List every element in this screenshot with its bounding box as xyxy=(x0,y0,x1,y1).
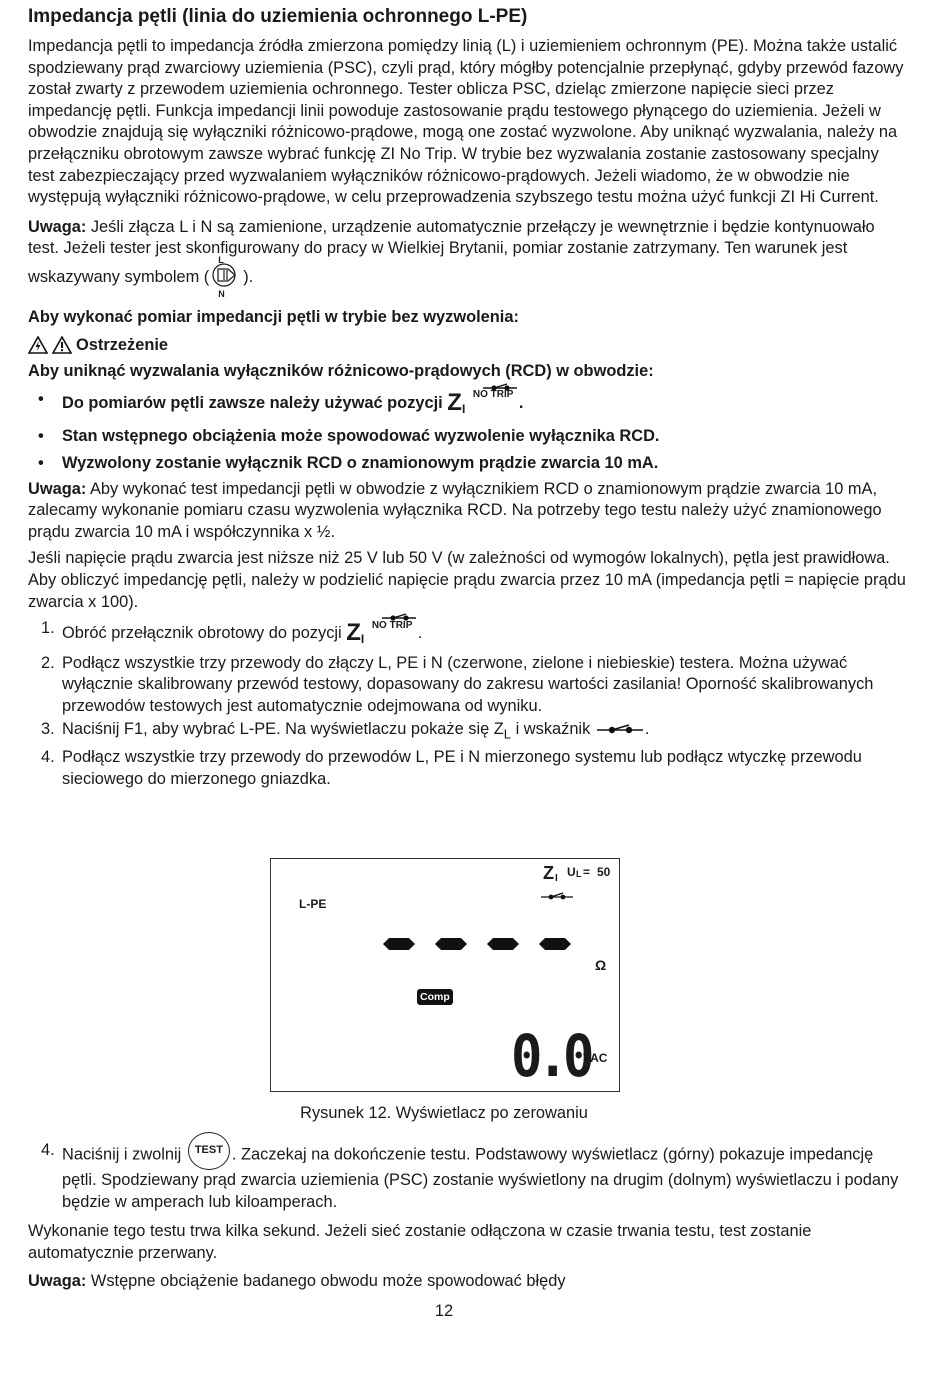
lcd-ul-eq: = xyxy=(583,865,591,879)
note-text: Jeśli złącza L i N są zamienione, urządzenie automatycznie przełączy je wewnętrznie i będzie kontynuowało test. Jeżeli tester jest skonfigurowany do pracy w Wielkiej Brytanii, pomiar zostanie zatrzymany. Ten warunek jest wskazywany symbolem ( xyxy=(28,217,875,286)
intro-paragraph: Impedancja pętli to impedancja źródła zmierzona pomiędzy linią (L) i uziemieniem ochronnym (PE). Można także ustalić spodziewany prąd zwarciowy uziemienia (PSC), czyli prąd, który mógłby potencjalnie przepłynąć, gdyby przewód fazowy został zwarty z przewodem uziemienia ochronnego. Tester oblicza PSC, dzieląc zmierzone napięcie sieci przez impedancję pętli. Funkcja impedancji linii powoduje zastosowanie prądu testowego płynącego do uziemienia. Jeżeli w obwodzie znajdują się wyłączniki różnicowo-prądowe, mogą one zostać wyzwolone. Aby uniknąć wyzwalania, należy na przełączniku obrotowym zawsze wybrać funkcję ZI No Trip. W trybie bez wyzwalania zostanie zastosowany specjalny test zabezpieczający przed wyzwalaniem wyłączników różnicowo-prądowych. Jeżeli wiadomo, że w obwodzie nie występują wyłączniki różnicowo-prądowe, w celu przeprowadzenia szybszego testu można użyć funkcji ZI Hi Current. xyxy=(28,37,904,207)
lcd-ul-label: U xyxy=(567,865,576,879)
note-rcd-10ma: Uwaga: Aby wykonać test impedancji pętli w obwodzie z wyłącznikiem RCD o znamionowym prądzie zwarcia 10 mA, zalecamy wykonanie pomiaru czasu wyzwolenia wyłącznika RCD. Na potrzeby tego testu należy użyć znamionowego prądu zwarcia 10 mA i współczynnika x ½. xyxy=(28,479,882,541)
test-button-icon: TEST xyxy=(188,1132,230,1170)
lcd-ohm-unit: Ω xyxy=(595,957,607,973)
lcd-ul-value: 50 xyxy=(597,865,611,879)
lcd-main-reading: 0.0 xyxy=(511,1022,590,1090)
zi-symbol: Z xyxy=(346,619,361,647)
procedure-heading: Aby wykonać pomiar impedancji pętli w trybie bez wyzwolenia: xyxy=(28,307,519,326)
page-number: 12 xyxy=(434,1302,454,1320)
warning-triangle-icon xyxy=(28,336,48,354)
warning-intro: Aby uniknąć wyzwalania wyłączników różnicowo-prądowych (RCD) w obwodzie: xyxy=(28,361,654,380)
step-test: 4. Naciśnij i zwolnij TEST . Zaczekaj na dokończenie testu. Podstawowy wyświetlacz (górny) pokazuje impedancję pętli. Spodziewany prąd zwarcia uziemienia (PSC) zostanie wyświetlony na drugim (dolnym) wyświetlaczu i podany będzie w amperach lub kiloamperach. xyxy=(28,1140,908,1213)
note-preload: Uwaga: Wstępne obciążenie badanego obwodu może spowodować błędy xyxy=(28,1272,566,1291)
paragraph-duration: Wykonanie tego testu trwa kilka sekund. Jeżeli sieć zostanie odłączona w czasie trwania testu, test zostanie automatycznie przerwany. xyxy=(28,1222,812,1262)
reversed-polarity-icon xyxy=(209,254,243,299)
lcd-ul-sub: L xyxy=(576,869,582,879)
lcd-no-trip-icon xyxy=(541,891,573,901)
warning-bullet: • Do pomiarów pętli zawsze należy używać pozycji $Z_I$ NO TRIP . xyxy=(28,388,908,420)
note-text-end: ). xyxy=(243,267,254,286)
note-label: Uwaga: xyxy=(28,217,87,236)
paragraph-fault-voltage-lines: Jeśli napięcie prądu zwarcia jest niższe niż 25 V lub 50 V (w zależności od wymogów lokalnych), pętla jest prawidłowa. Aby obliczyć impedancję pętli, należy w podzielić napięcie prądu zwarcia przez 10 mA (impedancja pętli = napięcie prądu zwarcia x 100). xyxy=(28,549,906,611)
zi-symbol: Z xyxy=(447,388,462,416)
no-trip-icon: NO TRIP xyxy=(473,388,519,408)
caution-triangle-icon xyxy=(52,336,72,354)
step-3: 3. Naciśnij F1, aby wybrać L-PE. Na wyświetlaczu pokaże się $Z_L$ i wskaźnik . xyxy=(41,720,650,742)
lcd-zi-letter: Z xyxy=(543,863,554,883)
warning-label: Ostrzeżenie xyxy=(76,335,169,354)
lcd-comp-badge: Comp xyxy=(417,989,453,1005)
note-reversed-terminals xyxy=(28,217,908,299)
step-2: 2. Podłącz wszystkie trzy przewody do złączy L, PE i N (czerwone, zielone i niebieskie) testera. Można używać wyłącznie skalibrowany przewód testowy, dopasowany do zakresu wartości zasilania! Oporność skalibrowanych przewodów testowych jest automatycznie odejmowana od wyniku. xyxy=(41,653,874,715)
step-4: 4. Podłącz wszystkie trzy przewody do przewodów L, PE i N mierzonego systemu lub podłącz wtyczkę przewodu sieciowego do mierzonego gniazdka. xyxy=(41,748,862,788)
warning-header xyxy=(28,334,908,356)
lcd-dashes xyxy=(381,937,577,951)
manual-page xyxy=(28,0,908,1320)
figure-caption: Rysunek 12. Wyświetlacz po zerowaniu xyxy=(300,1104,588,1122)
procedure-steps xyxy=(28,618,908,790)
step-test-block xyxy=(28,1140,908,1298)
no-trip-icon: NO TRIP xyxy=(372,618,418,638)
section-title: Impedancja pętli (linia do uziemienia ochronnego L-PE) xyxy=(28,6,528,27)
warning-bullets xyxy=(28,388,908,474)
zi-subscript: I xyxy=(461,401,466,416)
lcd-mode-label: L-PE xyxy=(299,897,327,911)
lcd-display-figure xyxy=(270,858,620,1092)
lcd-vac-unit: VAC xyxy=(583,1051,608,1065)
warning-bullet: • Wyzwolony zostanie wyłącznik RCD o znamionowym prądzie zwarcia 10 mA. xyxy=(28,452,908,474)
no-trip-indicator-icon xyxy=(595,723,645,735)
zi-subscript: I xyxy=(360,632,365,647)
step-1: 1. Obróć przełącznik obrotowy do pozycji $Z_I$ NO TRIP . xyxy=(28,618,908,651)
reversed-icon-letter-top: L xyxy=(218,254,224,265)
warning-bullet: • Stan wstępnego obciążenia może spowodować wyzwolenie wyłącznika RCD. xyxy=(28,425,908,447)
lcd-zi-sub: I xyxy=(555,873,558,884)
reversed-icon-letter-bottom: N xyxy=(218,288,225,299)
